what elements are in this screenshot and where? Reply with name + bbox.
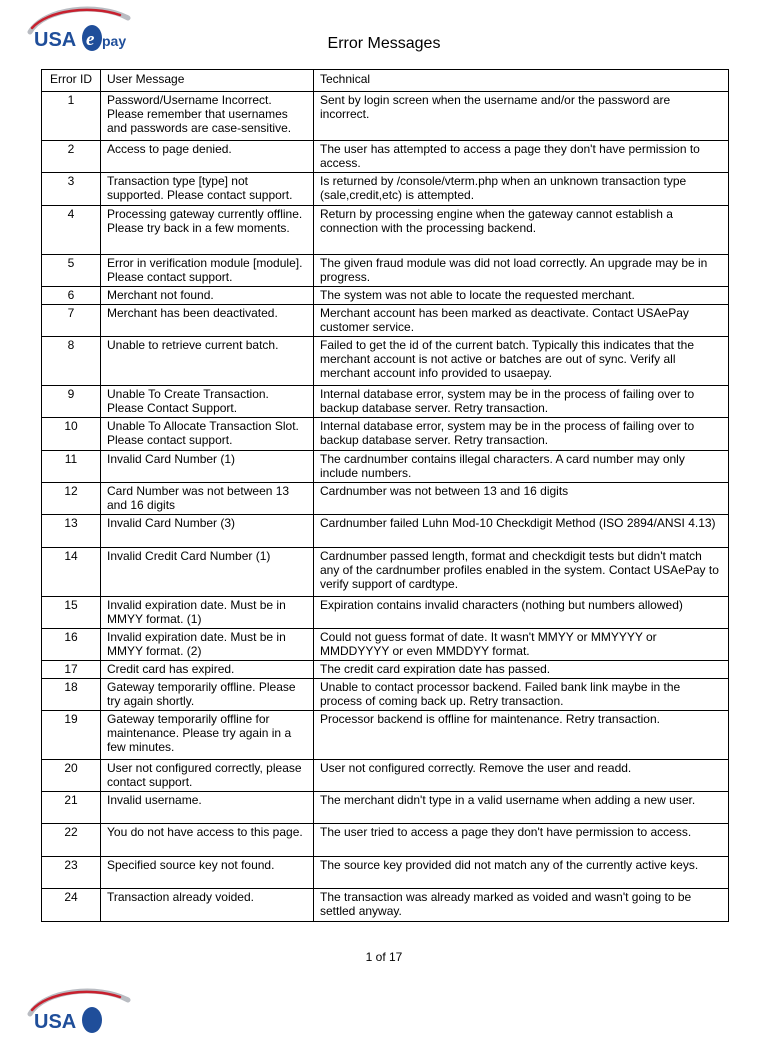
- table-row: [42, 711, 729, 760]
- usaepay-logo-next-page: [26, 988, 132, 1046]
- user-message-cell: Processing gateway currently offline. Please try back in a few moments.: [101, 206, 314, 255]
- error-id-cell: 22: [42, 824, 101, 857]
- user-message-cell: Password/Username Incorrect. Please remember that usernames and passwords are case-sensitive.: [101, 92, 314, 141]
- error-id-cell: 24: [42, 889, 101, 922]
- table-row: [42, 92, 729, 141]
- table-row: [42, 483, 729, 515]
- table-row: [42, 629, 729, 661]
- technical-cell: User not configured correctly. Remove the user and readd.: [314, 760, 729, 792]
- error-id-cell: 7: [42, 305, 101, 337]
- table-row: [42, 287, 729, 305]
- table-row: [42, 515, 729, 548]
- user-message-cell: Invalid Card Number (1): [101, 451, 314, 483]
- page-title: Error Messages: [327, 35, 441, 52]
- logo-text-usa: USA: [34, 29, 77, 51]
- user-message-cell: Gateway temporarily offline for maintenance. Please try again in a few minutes.: [101, 711, 314, 760]
- table-row: [42, 792, 729, 824]
- error-id-cell: 13: [42, 515, 101, 548]
- technical-cell: The credit card expiration date has passed.: [314, 661, 729, 679]
- technical-cell: Failed to get the id of the current batch. Typically this indicates that the merchant account is not active or batches are out of sync. Verify all merchant account info provided to usaepay.: [314, 337, 729, 386]
- user-message-cell: Merchant has been deactivated.: [101, 305, 314, 337]
- table-header-row: [42, 70, 729, 92]
- column-header-user-message: User Message: [101, 70, 314, 92]
- technical-cell: The given fraud module was did not load correctly. An upgrade may be in progress.: [314, 255, 729, 287]
- user-message-cell: Error in verification module [module]. Please contact support.: [101, 255, 314, 287]
- user-message-cell: Specified source key not found.: [101, 857, 314, 889]
- user-message-cell: Unable To Allocate Transaction Slot. Please contact support.: [101, 418, 314, 451]
- technical-cell: The merchant didn't type in a valid username when adding a new user.: [314, 792, 729, 824]
- user-message-cell: You do not have access to this page.: [101, 824, 314, 857]
- logo-e-circle: [82, 1007, 102, 1033]
- table-row: [42, 305, 729, 337]
- user-message-cell: Invalid expiration date. Must be in MMYY format. (2): [101, 629, 314, 661]
- table-row: [42, 889, 729, 922]
- user-message-cell: Unable to retrieve current batch.: [101, 337, 314, 386]
- table-row: [42, 255, 729, 287]
- user-message-cell: Invalid username.: [101, 792, 314, 824]
- technical-cell: Cardnumber passed length, format and checkdigit tests but didn't match any of the cardnumber profiles enabled in the system. Contact USAePay to verify support of cardtype.: [314, 548, 729, 597]
- technical-cell: Return by processing engine when the gateway cannot establish a connection with the processing backend.: [314, 206, 729, 255]
- user-message-cell: Credit card has expired.: [101, 661, 314, 679]
- table-row: [42, 857, 729, 889]
- table-row: [42, 206, 729, 255]
- logo-swoosh-red: [32, 992, 120, 1010]
- technical-cell: Unable to contact processor backend. Failed bank link maybe in the process of coming back up. Retry transaction.: [314, 679, 729, 711]
- error-id-cell: 20: [42, 760, 101, 792]
- technical-cell: Cardnumber failed Luhn Mod-10 Checkdigit Method (ISO 2894/ANSI 4.13): [314, 515, 729, 548]
- error-id-cell: 16: [42, 629, 101, 661]
- table-row: [42, 451, 729, 483]
- logo-text-pay: pay: [102, 33, 127, 49]
- user-message-cell: Access to page denied.: [101, 141, 314, 173]
- table-row: [42, 824, 729, 857]
- error-id-cell: 10: [42, 418, 101, 451]
- table-row: [42, 337, 729, 386]
- error-messages-table: [41, 69, 729, 922]
- technical-cell: Cardnumber was not between 13 and 16 digits: [314, 483, 729, 515]
- user-message-cell: Transaction already voided.: [101, 889, 314, 922]
- error-id-cell: 14: [42, 548, 101, 597]
- error-id-cell: 15: [42, 597, 101, 629]
- table-row: [42, 661, 729, 679]
- error-id-cell: 12: [42, 483, 101, 515]
- error-id-cell: 9: [42, 386, 101, 418]
- table-row: [42, 173, 729, 206]
- page-number: 1 of 17: [365, 950, 403, 964]
- error-id-cell: 2: [42, 141, 101, 173]
- column-header-error-id: Error ID: [42, 70, 101, 92]
- user-message-cell: Invalid Card Number (3): [101, 515, 314, 548]
- technical-cell: Expiration contains invalid characters (nothing but numbers allowed): [314, 597, 729, 629]
- technical-cell: The user has attempted to access a page they don't have permission to access.: [314, 141, 729, 173]
- user-message-cell: Transaction type [type] not supported. Please contact support.: [101, 173, 314, 206]
- technical-cell: Merchant account has been marked as deactivate. Contact USAePay customer service.: [314, 305, 729, 337]
- user-message-cell: Invalid Credit Card Number (1): [101, 548, 314, 597]
- error-id-cell: 18: [42, 679, 101, 711]
- user-message-cell: Card Number was not between 13 and 16 digits: [101, 483, 314, 515]
- technical-cell: The user tried to access a page they don't have permission to access.: [314, 824, 729, 857]
- table-row: [42, 548, 729, 597]
- logo-swoosh-red: [32, 10, 120, 28]
- column-header-technical: Technical: [314, 70, 729, 92]
- user-message-cell: Unable To Create Transaction. Please Contact Support.: [101, 386, 314, 418]
- user-message-cell: Invalid expiration date. Must be in MMYY format. (1): [101, 597, 314, 629]
- error-id-cell: 4: [42, 206, 101, 255]
- technical-cell: The source key provided did not match any of the currently active keys.: [314, 857, 729, 889]
- user-message-cell: User not configured correctly, please contact support.: [101, 760, 314, 792]
- technical-cell: Processor backend is offline for maintenance. Retry transaction.: [314, 711, 729, 760]
- technical-cell: The system was not able to locate the requested merchant.: [314, 287, 729, 305]
- table-row: [42, 760, 729, 792]
- table-row: [42, 418, 729, 451]
- error-id-cell: 3: [42, 173, 101, 206]
- error-id-cell: 17: [42, 661, 101, 679]
- technical-cell: Internal database error, system may be in the process of failing over to backup database server. Retry transaction.: [314, 418, 729, 451]
- table-row: [42, 679, 729, 711]
- technical-cell: The cardnumber contains illegal characters. A card number may only include numbers.: [314, 451, 729, 483]
- technical-cell: Could not guess format of date. It wasn't MMYY or MMYYYY or MMDDYYYY or even MMDDYY format.: [314, 629, 729, 661]
- table-row: [42, 597, 729, 629]
- technical-cell: Sent by login screen when the username and/or the password are incorrect.: [314, 92, 729, 141]
- error-id-cell: 5: [42, 255, 101, 287]
- technical-cell: Is returned by /console/vterm.php when an unknown transaction type (sale,credit,etc) is attempted.: [314, 173, 729, 206]
- logo-text-usa: USA: [34, 1011, 77, 1033]
- logo-text-e: e: [86, 29, 95, 50]
- table-row: [42, 386, 729, 418]
- error-id-cell: 8: [42, 337, 101, 386]
- user-message-cell: Gateway temporarily offline. Please try again shortly.: [101, 679, 314, 711]
- error-id-cell: 19: [42, 711, 101, 760]
- technical-cell: Internal database error, system may be in the process of failing over to backup database server. Retry transaction.: [314, 386, 729, 418]
- error-id-cell: 21: [42, 792, 101, 824]
- error-id-cell: 11: [42, 451, 101, 483]
- error-id-cell: 23: [42, 857, 101, 889]
- table-row: [42, 141, 729, 173]
- user-message-cell: Merchant not found.: [101, 287, 314, 305]
- error-id-cell: 6: [42, 287, 101, 305]
- technical-cell: The transaction was already marked as voided and wasn't going to be settled anyway.: [314, 889, 729, 922]
- error-id-cell: 1: [42, 92, 101, 141]
